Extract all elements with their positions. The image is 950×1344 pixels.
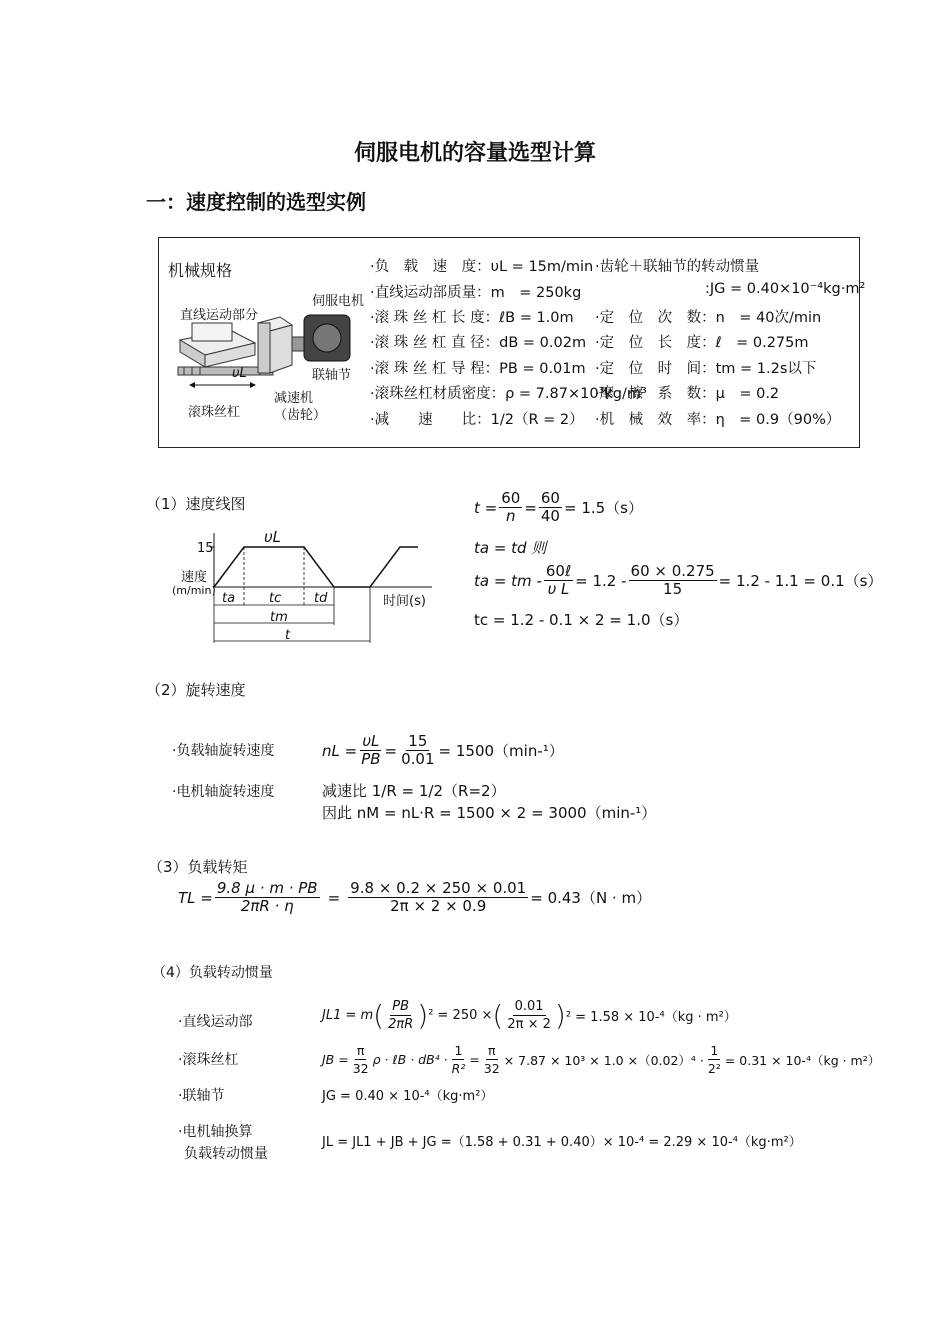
s4-eq2-num3: π xyxy=(487,1043,496,1058)
s1-eq3-num2: 60 × 0.275 xyxy=(630,562,715,580)
s1-eq1-lhs: t = xyxy=(474,498,498,517)
s2-eq1-num1: υL xyxy=(362,732,380,750)
spec-left-5: ·滚珠丝杠材质密度：ρ = 7.87×10³kg/m³ xyxy=(370,386,647,402)
spec-left-1: ·直线运动部质量：m = 250kg xyxy=(370,285,582,301)
s4-eq2 xyxy=(322,1042,880,1077)
spec-right-5: ·摩 擦 系 数：μ = 0.2 xyxy=(595,386,780,402)
s4-eq2-lhs: JB = xyxy=(322,1052,349,1067)
s2-heading: （2）旋转速度 xyxy=(146,681,246,699)
s3-eq-den2: 2π × 2 × 0.9 xyxy=(390,897,487,915)
s1-eq4: tc = 1.2 - 0.1 × 2 = 1.0（s） xyxy=(474,611,689,629)
s4-eq2-mid: ρ · ℓB · dB⁴ · xyxy=(372,1052,448,1067)
s1-eq1-num2: 60 xyxy=(540,489,560,507)
spec-left-4: ·滚 珠 丝 杠 导 程：PB = 0.01m xyxy=(370,361,586,377)
s1-eq1-rhs: = 1.5（s） xyxy=(563,499,643,517)
section-heading-1: 一：速度控制的选型实例 xyxy=(146,190,366,214)
s4-eq1-lhs: JL1 = m xyxy=(322,1008,374,1023)
s2-eq1-den2: 0.01 xyxy=(401,750,435,768)
s4-heading: （4）负载转动惯量 xyxy=(152,965,273,981)
s2-label-2: ·电机轴旋转速度 xyxy=(172,784,275,800)
s3-eq-rhs: = 0.43（N · m） xyxy=(530,889,652,907)
label-ballscrew: 滚珠丝杠 xyxy=(188,405,241,420)
spec-left-2: ·滚 珠 丝 杠 长 度：ℓB = 1.0m xyxy=(370,310,574,326)
s1-eq3-num1: 60ℓ xyxy=(545,562,572,580)
s4-eq4: JL = JL1 + JB + JG =（1.58 + 0.31 + 0.40）× 10-⁴ = 2.29 × 10-⁴（kg·m²） xyxy=(322,1135,802,1150)
s4-label-2: ·滚珠丝杠 xyxy=(178,1052,239,1068)
coupling-shape xyxy=(292,337,304,351)
s2-eq3: 因此 nM = nL·R = 1500 × 2 = 3000（min-¹） xyxy=(322,804,657,822)
page-title: 伺服电机的容量选型计算 xyxy=(353,141,596,166)
s4-eq2-den1: 32 xyxy=(352,1061,369,1076)
spec-left-3: ·滚 珠 丝 杠 直 径：dB = 0.02m xyxy=(370,335,587,351)
label-gear: （齿轮） xyxy=(274,408,327,423)
chart-xlabel: 时间(s) xyxy=(383,594,426,609)
s4-eq2-den2: R² xyxy=(451,1061,466,1076)
spec-right-0: ·齿轮＋联轴节的转动惯量 xyxy=(595,259,760,275)
spec-left-0: ·负 载 速 度：υL = 15m/min xyxy=(370,259,594,275)
s3-eq-num1: 9.8 μ · m · PB xyxy=(216,879,318,897)
s1-eq3-den1: υ L xyxy=(547,580,570,598)
s1-eq3-rhs: = 1.2 - 1.1 = 0.1（s） xyxy=(718,572,883,590)
s4-eq2-num2: 1 xyxy=(454,1043,463,1058)
s1-eq2: ta = td 则 xyxy=(474,539,547,557)
spec-right-4: ·定 位 时 间：tm = 1.2s以下 xyxy=(595,361,817,377)
s4-eq2-den3: 32 xyxy=(483,1061,500,1076)
s2-label-1: ·负载轴旋转速度 xyxy=(172,743,275,759)
s1-eq1-den1: n xyxy=(506,507,516,525)
s4-eq3: JG = 0.40 × 10-⁴（kg·m²） xyxy=(322,1089,494,1104)
s4-eq2-rhs: = 0.31 × 10-⁴（kg · m²） xyxy=(724,1052,881,1068)
s4-label-3: ·联轴节 xyxy=(178,1088,225,1104)
chart-t-label: t xyxy=(285,628,291,643)
chart-ylabel-1: 速度 xyxy=(181,570,208,585)
label-linear: 直线运动部分 xyxy=(180,308,259,323)
s2-eq1: nL = $\frac{\upsilon L}{PB}$ = $\frac{15}{0.01}$ = 1500（min-¹） xyxy=(322,732,564,768)
s1-eq3 xyxy=(474,563,882,598)
s4-eq1-den1: 2πR xyxy=(388,1017,414,1032)
s4-label-1: ·直线运动部 xyxy=(178,1014,253,1030)
s3-eq-den1: 2πR · η xyxy=(240,897,294,915)
s4-eq2-equals: = xyxy=(469,1052,480,1067)
s4-label-4b: 负载转动惯量 xyxy=(184,1146,268,1162)
s4-eq1-den2: 2π × 2 xyxy=(507,1017,551,1032)
s3-eq-lhs: TL = xyxy=(178,888,213,907)
s1-eq3-lhs: ta = tm - xyxy=(474,571,542,590)
chart-tm-label: tm xyxy=(270,610,288,625)
s3-heading: （3）负载转矩 xyxy=(148,858,248,876)
label-coupling: 联轴节 xyxy=(312,368,352,383)
s2-eq1-lhs: nL = xyxy=(322,741,358,760)
spec-right-2: ·定 位 次 数：n = 40次/min xyxy=(595,310,822,326)
s2-eq2: 减速比 1/R = 1/2（R=2） xyxy=(322,782,506,800)
s3-eq-num2: 9.8 × 0.2 × 250 × 0.01 xyxy=(350,879,527,897)
s4-eq1-mid: ² = 250 × xyxy=(428,1008,493,1023)
spec-heading: 机械规格 xyxy=(168,261,233,280)
spec-right-6: ·机 械 效 率：η = 0.9（90%） xyxy=(595,412,841,428)
s4-eq2-den4: 2² xyxy=(707,1061,721,1076)
spec-left-6: ·减 速 比：1/2（R = 2） xyxy=(370,412,584,428)
s2-eq1-num2: 15 xyxy=(408,732,428,750)
spec-right-1: :JG = 0.40×10⁻⁴kg·m² xyxy=(705,281,866,297)
s4-eq1-num2: 0.01 xyxy=(514,999,544,1014)
s4-eq2-num4: 1 xyxy=(710,1043,719,1058)
chart-ylabel-2: (m/min) xyxy=(172,584,216,597)
chart-td-label: td xyxy=(314,591,328,606)
spec-right-3: ·定 位 长 度：ℓ = 0.275m xyxy=(595,335,809,351)
s3-eq: TL = $\frac{9.8 \mu \cdot m \cdot PB}{2\pi R \cdot \eta}$ = $\frac{9.8 \times 0.2 \times 250 \times 0.01}{2\pi \times 2 \times 0.9}$ = 0.43（N · m） xyxy=(178,879,652,915)
speed-profile-line xyxy=(214,547,418,587)
chart-ta-label: ta xyxy=(222,591,236,606)
s1-eq3-den2: 15 xyxy=(663,580,683,598)
chart-tc-label: tc xyxy=(269,591,282,606)
chart-ytick-15: 15 xyxy=(197,541,214,556)
label-vl: υL xyxy=(232,366,247,381)
s4-eq1-num1: PB xyxy=(392,999,410,1014)
s1-eq1-den2: 40 xyxy=(540,507,560,525)
s4-eq2-mid2: × 7.87 × 10³ × 1.0 ×（0.02）⁴ · xyxy=(503,1052,704,1068)
s1-eq3-mid: = 1.2 - xyxy=(575,571,627,590)
s4-eq1: JL1 = m ( $\frac{PB}{2\pi R}$ ) ² = 250 × ( $\frac{0.01}{2\pi \times 2}$ ) ² = 1.58 × 10-⁴（kg · m²） xyxy=(322,999,737,1032)
s4-label-4a: ·电机轴换算 xyxy=(178,1124,253,1140)
s1-eq1-num1: 60 xyxy=(501,489,521,507)
label-motor: 伺服电机 xyxy=(312,294,365,309)
s2-eq1-rhs: = 1500（min-¹） xyxy=(438,742,564,760)
s4-eq2-num1: π xyxy=(356,1043,365,1058)
label-reducer: 减速机 xyxy=(274,391,314,406)
s1-eq1-equals: = xyxy=(524,498,537,517)
chart-vl-label: υL xyxy=(264,528,282,546)
s1-heading: （1）速度线图 xyxy=(146,495,246,513)
s2-eq1-den1: PB xyxy=(361,750,381,768)
s1-eq1 xyxy=(474,490,643,525)
s4-eq1-rhs: ² = 1.58 × 10-⁴（kg · m²） xyxy=(565,1010,737,1025)
